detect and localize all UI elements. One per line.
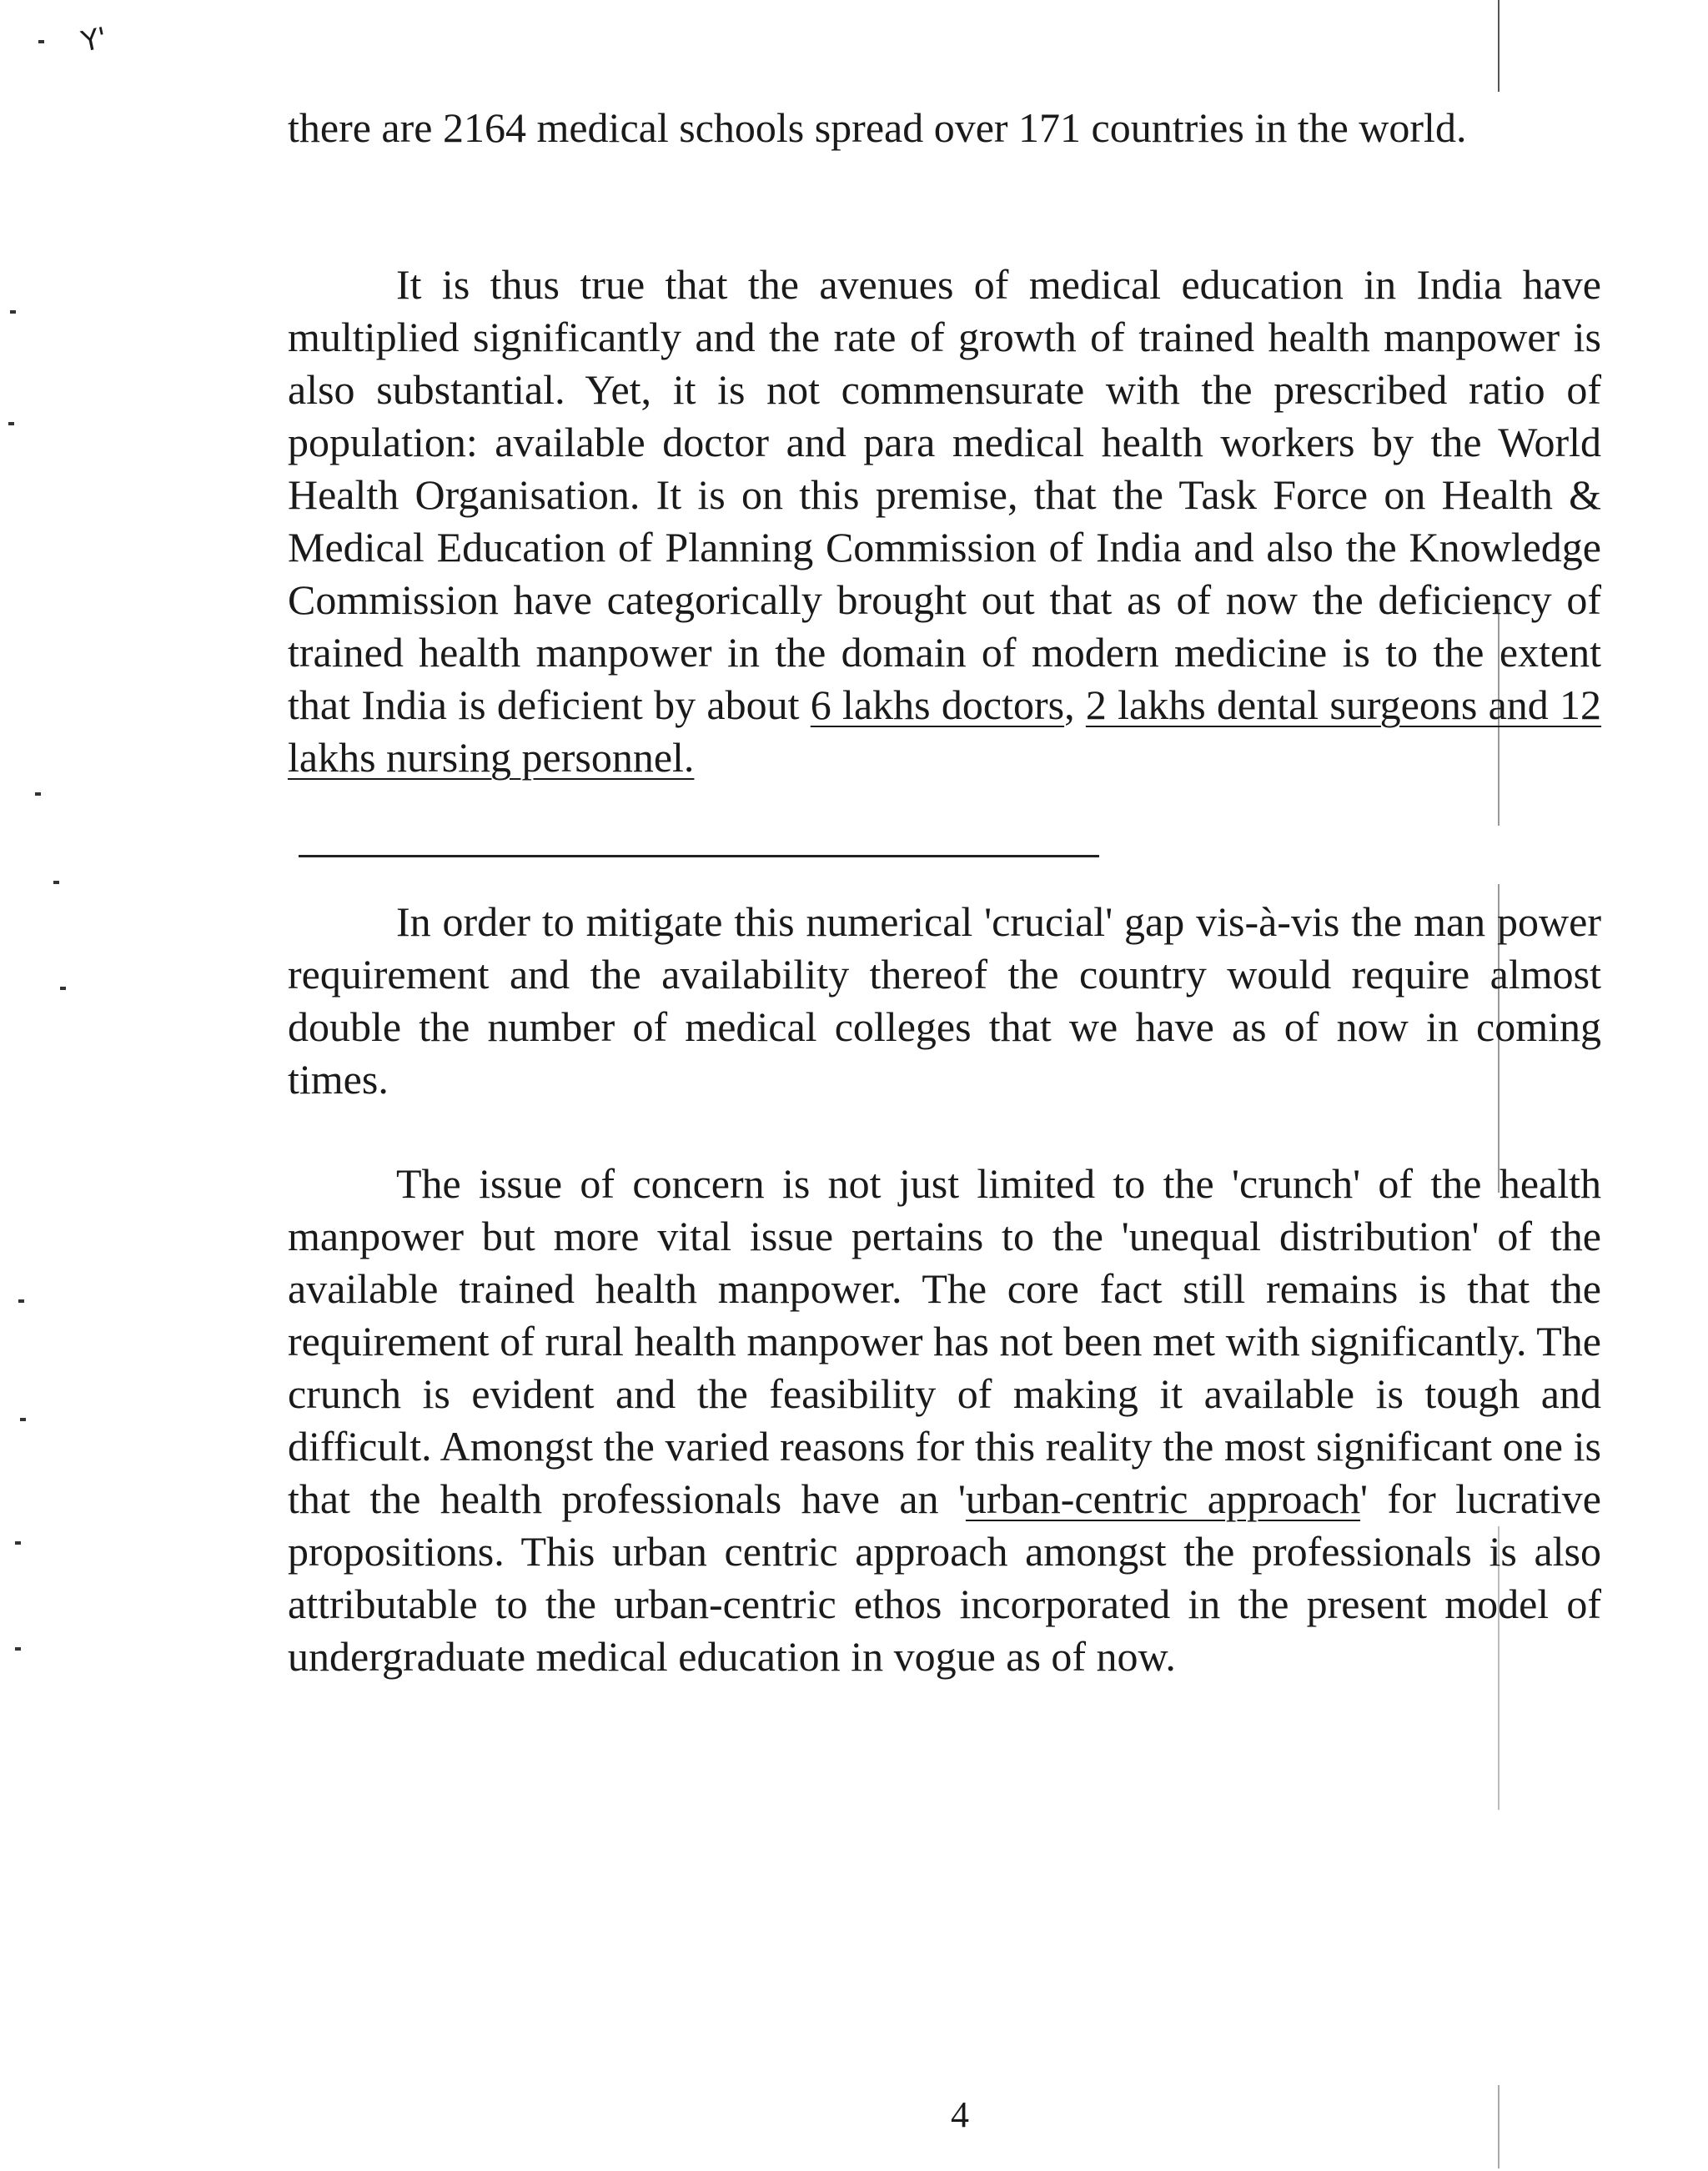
underlined-urban-centric: urban-centric approach — [965, 1475, 1361, 1522]
quote-close: ' — [1360, 1475, 1388, 1522]
margin-speck — [35, 792, 41, 796]
paragraph-4-tail: for lucrative propositions. This urban centric approach amongst the professionals is also attributable to the urban-centric ethos incorporated in the present model of undergraduate medical education in vogue as of now. — [288, 1475, 1601, 1680]
underlined-doctors: 6 lakhs doctors — [810, 681, 1065, 728]
page-number: 4 — [951, 2094, 969, 2135]
margin-speck — [60, 987, 66, 990]
paragraph-1-text: there are 2164 medical schools spread over 171 countries in the world. — [288, 104, 1467, 151]
quote-open: ' — [957, 1475, 966, 1522]
margin-speck — [8, 422, 14, 425]
scan-artifact-line — [1498, 2085, 1500, 2168]
handwritten-underline — [299, 855, 1099, 857]
paragraph-3 — [288, 896, 1601, 1106]
paragraph-1 — [288, 102, 1601, 154]
corner-handwritten-mark: Y' — [78, 21, 110, 59]
paragraph-4-text: The issue of concern is not just limited to the 'crunch' of the health manpower but more vital issue pertains to the 'unequal distribution' of the available trained health manpower. The core fact still remains is that the requirement of rural health manpower has not been met with significantly. The crunch is evident and the feasibility of making it available is tough and difficult. Amongst the varied reasons for this reality the most significant one is that the health professionals have an — [288, 1160, 1601, 1522]
paragraph-4 — [288, 1158, 1601, 1683]
margin-speck — [15, 1647, 21, 1651]
margin-speck — [18, 1299, 24, 1303]
margin-speck — [20, 1418, 26, 1421]
margin-speck — [10, 310, 16, 314]
paragraph-3-text: In order to mitigate this numerical 'crucial' gap vis-à-vis the man power requirement and the availability thereof the country would require almost double the number of medical colleges that we have as of now in coming times. — [288, 898, 1601, 1103]
margin-speck — [15, 1541, 21, 1545]
paragraph-2-text: It is thus true that the avenues of medical education in India have multiplied significantly and the rate of growth of trained health manpower is also substantial. Yet, it is not commensurate with the prescribed ratio of population: available doctor and para medical health workers by the World Health Organisation. It is on this premise, that the Task Force on Health & Medical Education of Planning Commission of India and also the Knowledge Commission have categorically brought out that as of now the deficiency of trained health manpower in the domain of modern medicine is to the extent that India is deficient by about — [288, 261, 1601, 728]
margin-speck — [53, 881, 59, 884]
scan-artifact-line — [1498, 0, 1500, 92]
margin-speck — [38, 40, 44, 43]
underlined-dental-nursing: 2 lakhs dental surgeons and 12 lakhs nursing personnel. — [288, 681, 1602, 781]
paragraph-2 — [288, 259, 1601, 784]
separator-text: , — [1064, 681, 1086, 728]
